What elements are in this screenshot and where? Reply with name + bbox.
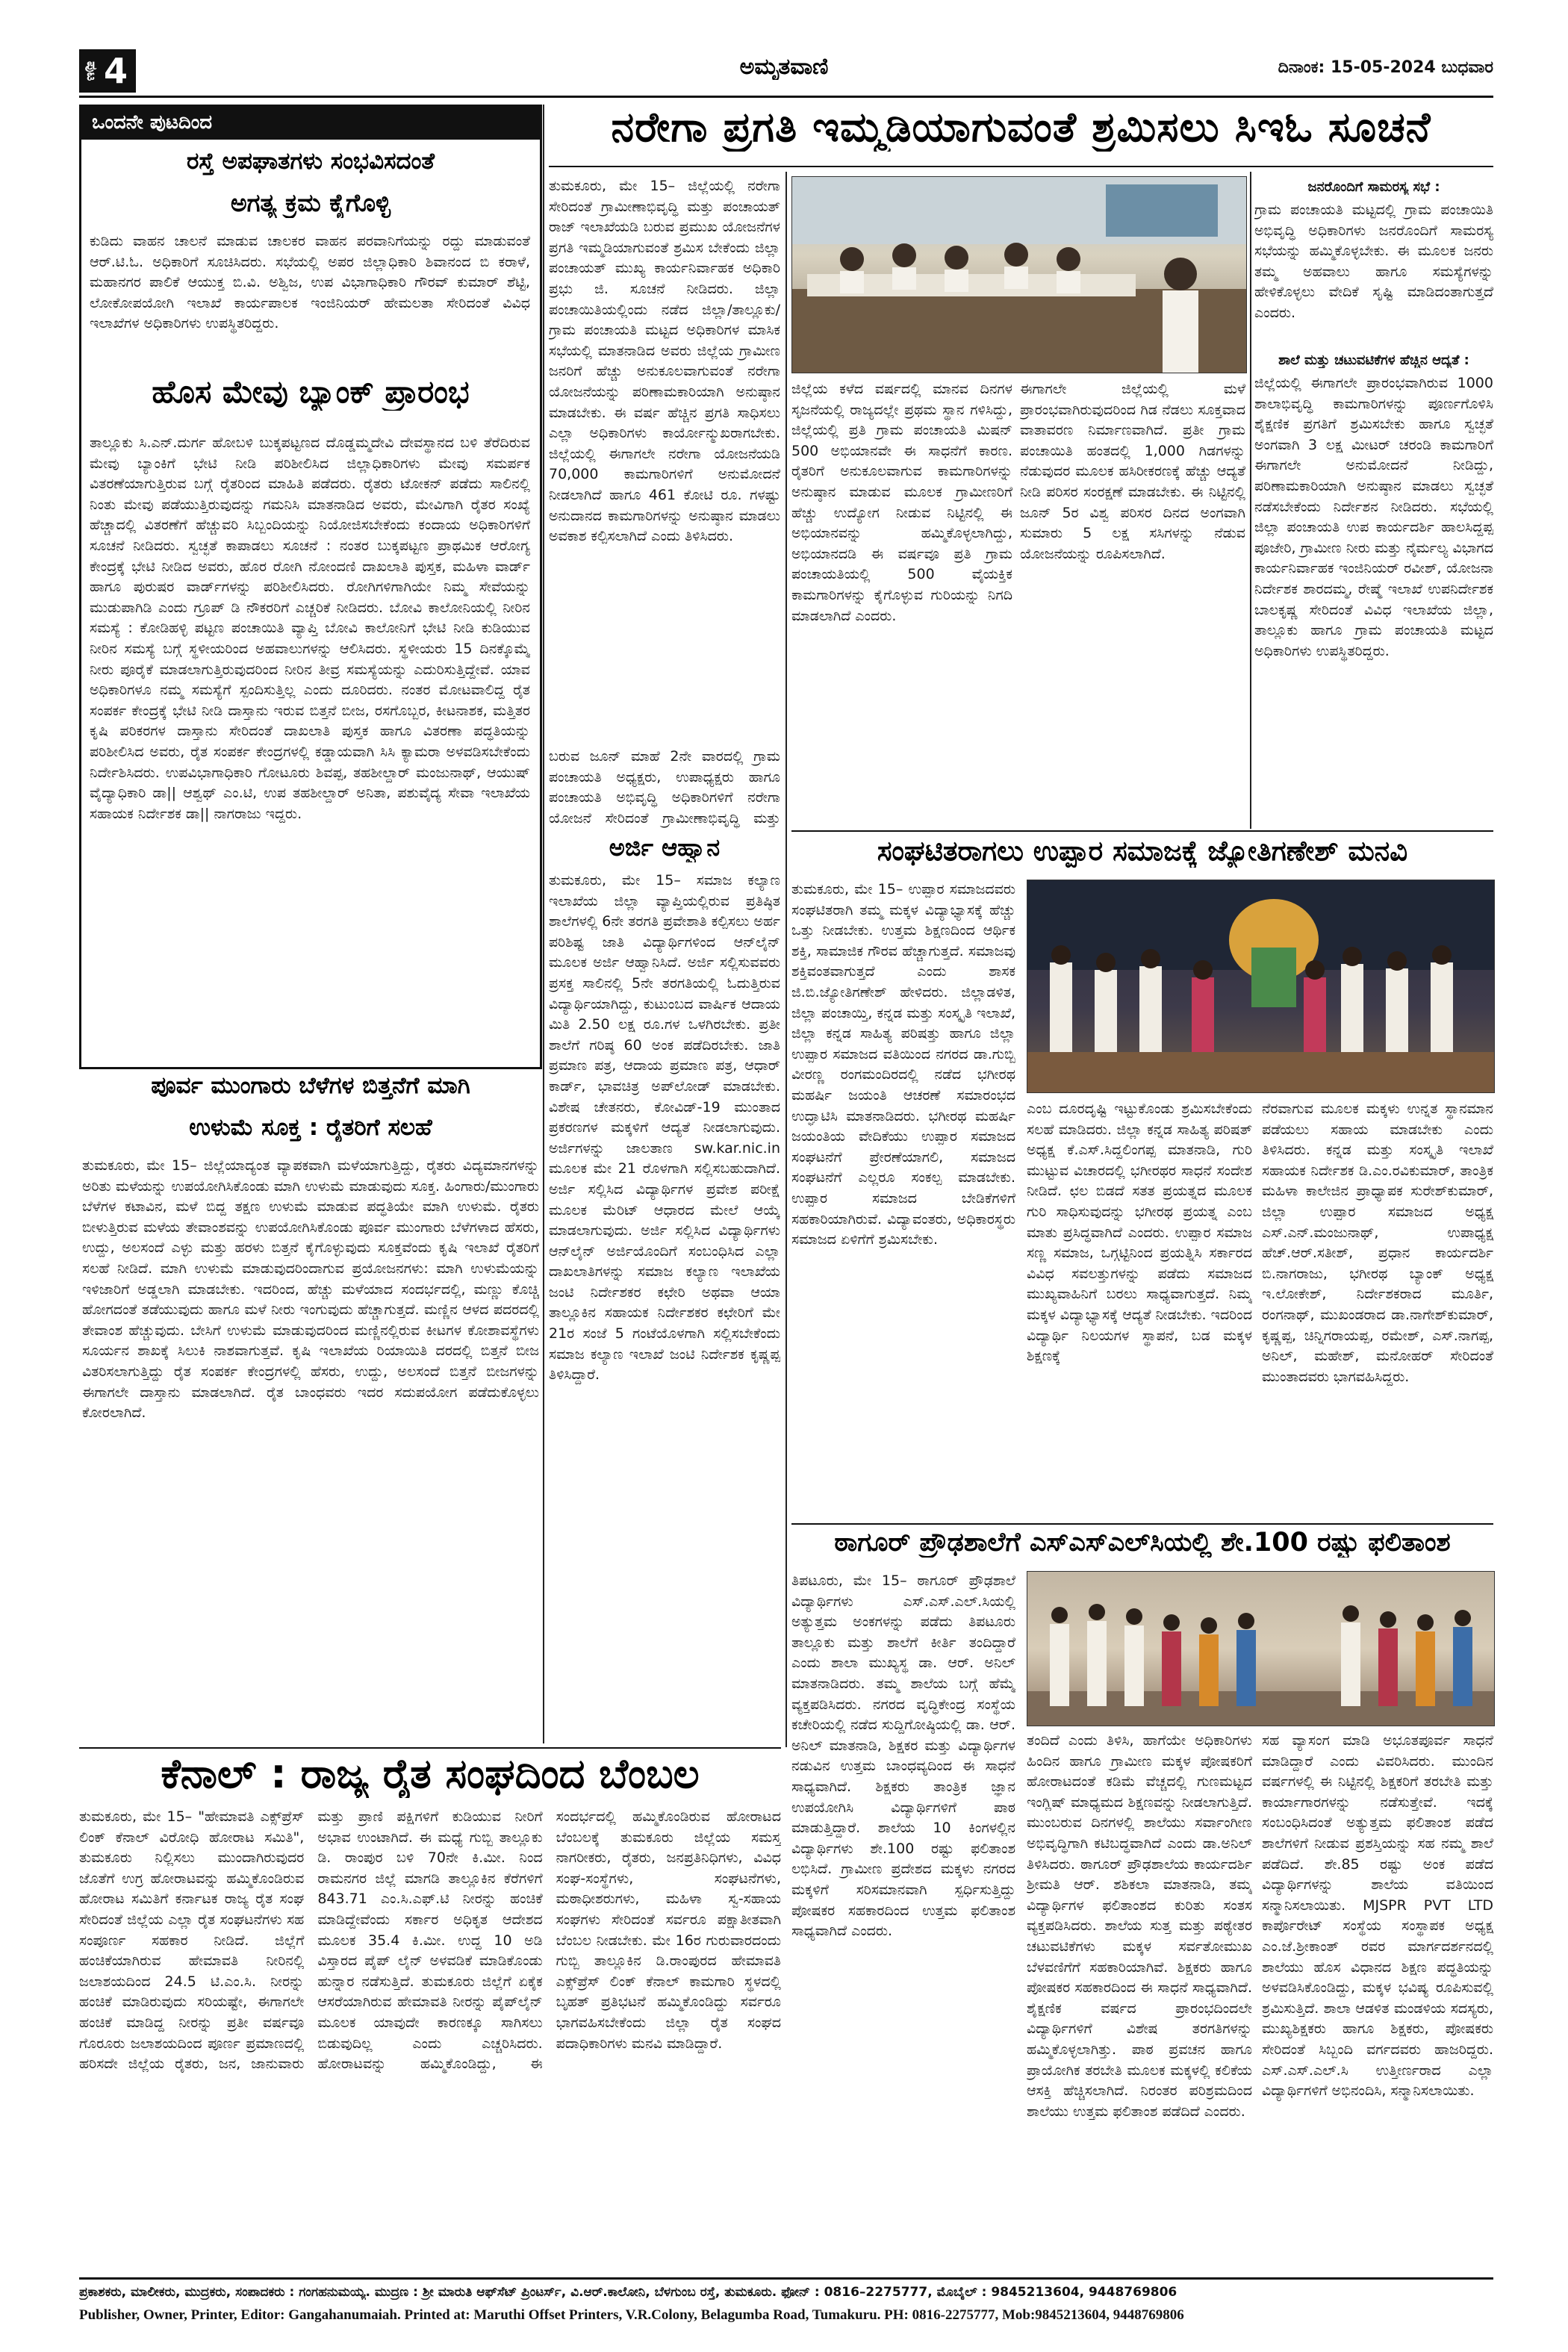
monsoon-headline-2: ಉಳುಮೆ ಸೂಕ್ತ : ರೈತರಿಗೆ ಸಲಹೆ (189, 1114, 432, 1141)
school-col3: ಸಹ ವ್ಯಾಸಂಗ ಮಾಡಿ ಅಭೂತಪೂರ್ವ ಸಾಧನೆ ಮಾಡಿದ್ದಾರೆ ಎಂದು ವಿವರಿಸಿದರು. ಮುಂದಿನ ವರ್ಷಗಳಲ್ಲಿ ಈ ನಿಟ್ಟಿನಲ್ಲಿ ಶಿಕ್ಷಕರಿಗೆ ತರಬೇತಿ ಮತ್ತು ಕಾರ್ಯಾಗಾರಗಳನ್ನು ನಡೆಸುತ್ತೇವೆ. ಇದಕ್ಕೆ ಸಂಬಂಧಿಸಿದಂತೆ ಅತ್ಯುತ್ತಮ ಫಲಿತಾಂಶ ಪಡೆದ ಶಾಲೆಗಳಿಗೆ ನೀಡುವ ಪ್ರಶಸ್ತಿಯನ್ನು ಸಹ ನಮ್ಮ ಶಾಲೆ ಪಡೆದಿದೆ. ಶೇ.85 ರಷ್ಟು ಅಂಕ ಪಡೆದ ವಿದ್ಯಾರ್ಥಿಗಳನ್ನು ಶಾಲೆಯ ವತಿಯಿಂದ ಸನ್ಮಾನಿಸಲಾಯಿತು. MJSPR PVT LTD ಕಾರ್ಪೊರೇಟ್ ಸಂಸ್ಥೆಯ ಸಂಸ್ಥಾಪಕ ಅಧ್ಯಕ್ಷ ಎಂ.ಜೆ.ಶ್ರೀಕಾಂತ್ ರವರ ಮಾರ್ಗದರ್ಶನದಲ್ಲಿ ಶಾಲೆಯು ಹೊಸ ವಿಧಾನದ ಶಿಕ್ಷಣ ಪದ್ಧತಿಯನ್ನು ಅಳವಡಿಸಿಕೊಂಡಿದ್ದು, ಮಕ್ಕಳ ಭವಿಷ್ಯ ರೂಪಿಸುವಲ್ಲಿ ಶ್ರಮಿಸುತ್ತಿದೆ. ಶಾಲಾ ಆಡಳಿತ ಮಂಡಳಿಯ ಸದಸ್ಯರು, ಮುಖ್ಯಶಿಕ್ಷಕರು ಹಾಗೂ ಶಿಕ್ಷಕರು, ಪೋಷಕರು ಸೇರಿದಂತೆ ಸಿಬ್ಬಂದಿ ವರ್ಗದವರು ಹಾಜರಿದ್ದರು. ಎಸ್.ಎಸ್.ಎಲ್.ಸಿ ಉತ್ತೀರ್ಣರಾದ ಎಲ್ಲಾ ವಿದ್ಯಾರ್ಥಿಗಳಿಗೆ ಅಭಿನಂದಿಸಿ, ಸನ್ಮಾನಿಸಲಾಯಿತು. (1262, 1732, 1493, 2100)
jyothi-col1: ತುಮಕೂರು, ಮೇ 15– ಉಪ್ಪಾರ ಸಮಾಜದವರು ಸಂಘಟಿತರಾಗಿ ತಮ್ಮ ಮಕ್ಕಳ ವಿದ್ಯಾಭ್ಯಾಸಕ್ಕೆ ಹೆಚ್ಚು ಒತ್ತು ನೀಡಬೇಕು. ಉತ್ತಮ ಶಿಕ್ಷಣದಿಂದ ಆರ್ಥಿಕ ಶಕ್ತಿ, ಸಾಮಾಜಿಕ ಗೌರವ ಹೆಚ್ಚಾಗುತ್ತದೆ. ಸಮಾಜವು ಶಕ್ತಿವಂತವಾಗುತ್ತದೆ ಎಂದು ಶಾಸಕ ಜಿ.ಬಿ.ಜ್ಯೋತಿಗಣೇಶ್ ಹೇಳಿದರು. ಜಿಲ್ಲಾಡಳಿತ, ಜಿಲ್ಲಾ ಪಂಚಾಯ್ತಿ, ಕನ್ನಡ ಮತ್ತು ಸಂಸ್ಕೃತಿ ಇಲಾಖೆ, ಜಿಲ್ಲಾ ಕನ್ನಡ ಸಾಹಿತ್ಯ ಪರಿಷತ್ತು ಹಾಗೂ ಜಿಲ್ಲಾ ಉಪ್ಪಾರ ಸಮಾಜದ ವತಿಯಿಂದ ನಗರದ ಡಾ.ಗುಬ್ಬಿ ವೀರಣ್ಣ ರಂಗಮಂದಿರದಲ್ಲಿ ನಡೆದ ಭಗೀರಥ ಮಹರ್ಷಿ ಜಯಂತಿ ಆಚರಣೆ ಸಮಾರಂಭದ ಉದ್ಘಾಟಿಸಿ ಮಾತನಾಡಿದರು. ಭಗೀರಥ ಮಹರ್ಷಿ ಜಯಂತಿಯ ವೇದಿಕೆಯು ಉಪ್ಪಾರ ಸಮಾಜದ ಸಂಘಟನೆಗೆ ಪ್ರೇರಣೆಯಾಗಲಿ, ಸಮಾಜದ ಸಂಘಟನೆಗೆ ಎಲ್ಲರೂ ಸಂಕಲ್ಪ ಮಾಡಬೇಕು. ಉಪ್ಪಾರ ಸಮಾಜದ ಬೇಡಿಕೆಗಳಿಗೆ ಸಹಕಾರಿಯಾಗಿರುವೆ. ವಿದ್ಯಾವಂತರು, ಅಧಿಕಾರಸ್ಥರು ಸಮಾಜದ ಏಳಿಗೆಗೆ ಶ್ರಮಿಸಬೇಕು. (791, 881, 1015, 1248)
road-safety-body: ಕುಡಿದು ವಾಹನ ಚಾಲನೆ ಮಾಡುವ ಚಾಲಕರ ವಾಹನ ಪರವಾನಿಗೆಯನ್ನು ರದ್ದು ಮಾಡುವಂತೆ ಆರ್.ಟಿ.ಓ. ಅಧಿಕಾರಿಗೆ ಸೂಚಿಸಿದರು. ಸಭೆಯಲ್ಲಿ ಅಪರ ಜಿಲ್ಲಾಧಿಕಾರಿ ಶಿವಾನಂದ ಬಿ ಕರಾಳೆ, ಮಹಾನಗರ ಪಾಲಿಕೆ ಆಯುಕ್ತ ಬಿ.ವಿ. ಅಶ್ವಿಜ, ಉಪ ವಿಭಾಗಾಧಿಕಾರಿ ಗೌರವ್ ಕುಮಾರ್ ಶೆಟ್ಟಿ, ಲೋಕೋಪಯೋಗಿ ಇಲಾಖೆ ಕಾರ್ಯಪಾಲಕ ಇಂಜಿನಿಯರ್ ಹೇಮಲತಾ ಸೇರಿದಂತೆ ವಿವಿಧ ಇಲಾಖೆಗಳ ಅಧಿಕಾರಿಗಳು ಉಪಸ್ಥಿತರಿದ್ದರು. (90, 233, 530, 332)
canal-top-rule (79, 1747, 781, 1749)
lead-meeting-photo (791, 176, 1247, 373)
jyothi-event-photo (1027, 880, 1495, 1093)
continued-banner-text: ಒಂದನೇ ಪುಟದಿಂದ (92, 111, 213, 134)
page-number: 4 (104, 51, 128, 91)
road-safety-headline-2: ಅಗತ್ಯ ಕ್ರಮ ಕೈಗೊಳ್ಳಿ (230, 188, 391, 217)
col-rule-lead1 (785, 172, 787, 1747)
lead-col3b: ಜಿಲ್ಲೆಯಲ್ಲಿ ಈಗಾಗಲೇ ಪ್ರಾರಂಭವಾಗಿರುವ 1000 ಶಾಲಾಭಿವೃದ್ಧಿ ಕಾಮಗಾರಿಗಳನ್ನು ಪೂರ್ಣಗೊಳಿಸಿ ಶೈಕ್ಷಣಿಕ ಪ್ರಗತಿಗೆ ಶ್ರಮಿಸಬೇಕು ಹಾಗೂ ಸ್ವಚ್ಛತೆ ಅಂಗವಾಗಿ 3 ಲಕ್ಷ ಮೀಟರ್ ಚರಂಡಿ ಕಾಮಗಾರಿಗೆ ಈಗಾಗಲೇ ಅನುಮೋದನೆ ನೀಡಿದ್ದು, ಪರಿಣಾಮಕಾರಿಯಾಗಿ ಅನುಷ್ಠಾನ ಮಾಡಲು ಸ್ವಚ್ಛತೆ ನಡೆಸಬೇಕೆಂದು ನಿರ್ದೇಶನ ನೀಡಿದರು. ಸಭೆಯಲ್ಲಿ ಜಿಲ್ಲಾ ಪಂಚಾಯತಿ ಉಪ ಕಾರ್ಯದರ್ಶಿ ಹಾಲಸಿದ್ದಪ್ಪ ಪೂಜೇರಿ, ಗ್ರಾಮೀಣ ನೀರು ಮತ್ತು ನೈರ್ಮಲ್ಯ ವಿಭಾಗದ ಕಾರ್ಯನಿರ್ವಾಹಕ ಇಂಜಿನಿಯರ್ ರವೀಶ್, ಯೋಜನಾ ನಿರ್ದೇಶಕ ಶಾರದಮ್ಮ, ರೇಷ್ಮೆ ಇಲಾಖೆ ಉಪನಿರ್ದೇಶಕ ಬಾಲಕೃಷ್ಣ ಸೇರಿದಂತೆ ವಿವಿಧ ಇಲಾಖೆಯ ಜಿಲ್ಲಾ, ತಾಲ್ಲೂಕು ಹಾಗೂ ಗ್ರಾಮ ಪಂಚಾಯತಿ ಮಟ್ಟದ ಅಧಿಕಾರಿಗಳು ಉಪಸ್ಥಿತರಿದ್ದರು. (1254, 375, 1493, 659)
lead-col1: ತುಮಕೂರು, ಮೇ 15– ಜಿಲ್ಲೆಯಲ್ಲಿ ನರೇಗಾ ಸೇರಿದಂತೆ ಗ್ರಾಮೀಣಾಭಿವೃದ್ಧಿ ಮತ್ತು ಪಂಚಾಯತ್ ರಾಜ್ ಇಲಾಖೆಯಡಿ ಬರುವ ಪ್ರಮುಖ ಯೋಜನೆಗಳ ಪ್ರಗತಿ ಇಮ್ಮಡಿಯಾಗುವಂತೆ ಶ್ರಮಿಸ ಬೇಕೆಂದು ಜಿಲ್ಲಾ ಪಂಚಾಯತ್ ಮುಖ್ಯ ಕಾರ್ಯನಿರ್ವಾಹಕ ಅಧಿಕಾರಿ ಪ್ರಭು ಜಿ. ಸೂಚನೆ ನೀಡಿದರು. ಜಿಲ್ಲಾ ಪಂಚಾಯಿತಿಯಲ್ಲಿಂದು ನಡೆದ ಜಿಲ್ಲಾ/ತಾಲ್ಲೂಕು/ಗ್ರಾಮ ಪಂಚಾಯತಿ ಮಟ್ಟದ ಅಧಿಕಾರಿಗಳ ಮಾಸಿಕ ಸಭೆಯಲ್ಲಿ ಮಾತನಾಡಿದ ಅವರು ಜಿಲ್ಲೆಯ ಗ್ರಾಮೀಣ ಜನರಿಗೆ ಹೆಚ್ಚು ಅನುಕೂಲವಾಗುವಂತೆ ನರೇಗಾ ಯೋಜನೆಯನ್ನು ಪರಿಣಾಮಕಾರಿಯಾಗಿ ಅನುಷ್ಠಾನ ಮಾಡಬೇಕು. ಈ ವರ್ಷ ಹೆಚ್ಚಿನ ಪ್ರಗತಿ ಸಾಧಿಸಲು ಎಲ್ಲಾ ಅಧಿಕಾರಿಗಳು ಕಾರ್ಯೋನ್ಮುಖರಾಗಬೇಕು. ಜಿಲ್ಲೆಯಲ್ಲಿ ಈಗಾಗಲೇ ನರೇಗಾ ಯೋಜನೆಯಡಿ 70,000 ಕಾಮಗಾರಿಗಳಿಗೆ ಅನುಮೋದನೆ ನೀಡಲಾಗಿದೆ ಹಾಗೂ 461 ಕೋಟಿ ರೂ. ಗಳಷ್ಟು ಅನುದಾನದ ಕಾಮಗಾರಿಗಳನ್ನು ಅನುಷ್ಠಾನ ಮಾಡಲು ಅವಕಾಶ ಕಲ್ಪಿಸಲಾಗಿದೆ ಎಂದು ತಿಳಿಸಿದರು. (549, 178, 780, 545)
canal-body: ತುಮಕೂರು, ಮೇ 15– "ಹೇಮಾವತಿ ಎಕ್ಸ್‌ಪ್ರೆಸ್ ಲಿಂಕ್ ಕೆನಾಲ್ ವಿರೋಧಿ ಹೋರಾಟ ಸಮಿತಿ", ತುಮಕೂರು ನಿಲ್ಲಿಸಲು ಮುಂದಾಗಿರುವುದರ ಜೊತೆಗೆ ಉಗ್ರ ಹೋರಾಟವನ್ನು ಹಮ್ಮಿಕೊಂಡಿರುವ ಹೋರಾಟ ಸಮಿತಿಗೆ ಕರ್ನಾಟಕ ರಾಜ್ಯ ರೈತ ಸಂಘ ಸೇರಿದಂತೆ ಜಿಲ್ಲೆಯ ಎಲ್ಲಾ ರೈತ ಸಂಘಟನೆಗಳು ಸಹ ಸಂಪೂರ್ಣ ಸಹಕಾರ ನೀಡಿದೆ. ಜಿಲ್ಲೆಗೆ ಹಂಚಿಕೆಯಾಗಿರುವ ಹೇಮಾವತಿ ನೀರಿನಲ್ಲಿ ಜಲಾಶಯದಿಂದ 24.5 ಟಿ.ಎಂ.ಸಿ. ನೀರನ್ನು ಹಂಚಿಕೆ ಮಾಡಿರುವುದು ಸರಿಯಷ್ಟೇ, ಈಗಾಗಲೇ ಹಂಚಿಕೆ ಮಾಡಿದ್ದ ನೀರನ್ನು ಪ್ರತೀ ವರ್ಷವೂ ಗೊರೂರು ಜಲಾಶಯದಿಂದ ಪೂರ್ಣ ಪ್ರಮಾಣದಲ್ಲಿ ಹರಿಸದೇ ಜಿಲ್ಲೆಯ ರೈತರು, ಜನ, ಜಾನುವಾರು ಮತ್ತು ಪ್ರಾಣಿ ಪಕ್ಷಿಗಳಿಗೆ ಕುಡಿಯುವ ನೀರಿಗೆ ಅಭಾವ ಉಂಟಾಗಿದೆ. ಈ ಮಧ್ಯೆ ಗುಬ್ಬಿ ತಾಲ್ಲೂಕು ಡಿ. ರಾಂಪುರ ಬಳಿ 70ನೇ ಕಿ.ಮೀ. ನಿಂದ ರಾಮನಗರ ಜಿಲ್ಲೆ ಮಾಗಡಿ ತಾಲ್ಲೂಕಿನ ಕೆರೆಗಳಿಗೆ 843.71 ಎಂ.ಸಿ.ಎಫ್.ಟಿ ನೀರನ್ನು ಹಂಚಿಕೆ ಮಾಡಿದ್ದೇವೆಂದು ಸರ್ಕಾರ ಅಧಿಕೃತ ಆದೇಶದ ಮೂಲಕ 35.4 ಕಿ.ಮೀ. ಉದ್ದ 10 ಅಡಿ ವಿಸ್ತಾರದ ಪೈಪ್ ಲೈನ್ ಅಳವಡಿಕೆ ಮಾಡಿಕೊಂಡು ಹುನ್ನಾರ ನಡೆಸುತ್ತಿದೆ. ತುಮಕೂರು ಜಿಲ್ಲೆಗೆ ಏಕೈಕ ಆಸರೆಯಾಗಿರುವ ಹೇಮಾವತಿ ನೀರನ್ನು ಪೈಪ್‌ಲೈನ್ ಮೂಲಕ ಯಾವುದೇ ಕಾರಣಕ್ಕೂ ಸಾಗಿಸಲು ಬಿಡುವುದಿಲ್ಲ ಎಂದು ಎಚ್ಚರಿಸಿದರು. ಹೋರಾಟವನ್ನು ಹಮ್ಮಿಕೊಂಡಿದ್ದು, ಈ ಸಂದರ್ಭದಲ್ಲಿ ಹಮ್ಮಿಕೊಂಡಿರುವ ಹೋರಾಟದ ಬೆಂಬಲಕ್ಕೆ ತುಮಕೂರು ಜಿಲ್ಲೆಯ ಸಮಸ್ತ ನಾಗರೀಕರು, ರೈತರು, ಜನಪ್ರತಿನಿಧಿಗಳು, ವಿವಿಧ ಸಂಘ-ಸಂಸ್ಥೆಗಳು, ಸಂಘಟನೆಗಳು, ಮಠಾಧೀಶರುಗಳು, ಮಹಿಳಾ ಸ್ವ-ಸಹಾಯ ಸಂಘಗಳು ಸೇರಿದಂತೆ ಸರ್ವರೂ ಪಕ್ಷಾತೀತವಾಗಿ ಬೆಂಬಲ ನೀಡಬೇಕು. ಮೇ 16ರ ಗುರುವಾರದಂದು ಗುಬ್ಬಿ ತಾಲ್ಲೂಕಿನ ಡಿ.ರಾಂಪುರದ ಹೇಮಾವತಿ ಎಕ್ಸ್‌ಪ್ರೆಸ್ ಲಿಂಕ್ ಕೆನಾಲ್ ಕಾಮಗಾರಿ ಸ್ಥಳದಲ್ಲಿ ಬೃಹತ್ ಪ್ರತಿಭಟನೆ ಹಮ್ಮಿಕೊಂಡಿದ್ದು ಸರ್ವರೂ ಭಾಗವಹಿಸಬೇಕೆಂದು ಜಿಲ್ಲಾ ರೈತ ಸಂಘದ ಪದಾಧಿಕಾರಿಗಳು ಮನವಿ ಮಾಡಿದ್ದಾರೆ. (79, 1808, 781, 2073)
canal-headline: ಕೆನಾಲ್ : ರಾಜ್ಯ ರೈತ ಸಂಘದಿಂದ ಬೆಂಬಲ (161, 1750, 700, 1797)
school-top-rule (791, 1523, 1493, 1525)
monsoon-body: ತುಮಕೂರು, ಮೇ 15– ಜಿಲ್ಲೆಯಾದ್ಯಂತ ವ್ಯಾಪಕವಾಗಿ ಮಳೆಯಾಗುತ್ತಿದ್ದು, ರೈತರು ವಿದ್ಯಮಾನಗಳನ್ನು ಅರಿತು ಮಳೆಯನ್ನು ಉಪಯೋಗಿಸಿಕೊಂಡು ಮಾಗಿ ಉಳುಮೆ ಮಾಡುವುದು ಸೂಕ್ತ. ಹಿಂಗಾರು/ಮುಂಗಾರು ಬೆಳೆಗಳ ಕಟಾವಿನ, ಮಳೆ ಬಿದ್ದ ತಕ್ಷಣ ಉಳುಮೆ ಮಾಡುವ ಪದ್ಧತಿಯೇ ಮಾಗಿ ಉಳುಮೆ. ರೈತರು ಬೀಳುತ್ತಿರುವ ಮಳೆಯ ತೇವಾಂಶವನ್ನು ಉಪಯೋಗಿಸಿಕೊಂಡು ಪೂರ್ವ ಮುಂಗಾರು ಬೆಳೆಗಳಾದ ಹೆಸರು, ಉದ್ದು, ಅಲಸಂದೆ ಎಳ್ಳು ಮತ್ತು ಹರಳು ಬಿತ್ತನೆ ಕೈಗೊಳ್ಳುವುದು ಸೂಕ್ತವೆಂದು ಕೃಷಿ ಇಲಾಖೆ ರೈತರಿಗೆ ಸಲಹೆ ನೀಡಿದೆ. ಮಾಗಿ ಉಳುಮೆ ಮಾಡುವುದರಿಂದಾಗುವ ಪ್ರಯೋಜನಗಳು: ಮಾಗಿ ಉಳುಮೆಯನ್ನು ಇಳಿಜಾರಿಗೆ ಅಡ್ಡಲಾಗಿ ಮಾಡಬೇಕು. ಇದರಿಂದ, ಹೆಚ್ಚು ಮಳೆಯಾದ ಸಂದರ್ಭದಲ್ಲಿ, ಮಣ್ಣು ಕೊಚ್ಚಿ ಹೋಗದಂತೆ ತಡೆಯುವುದು ಹಾಗೂ ಮಳೆ ನೀರು ಇಂಗುವುದು ಹೆಚ್ಚಾಗುತ್ತದೆ. ಮಣ್ಣಿನ ಆಳದ ಪದರದಲ್ಲಿ ತೇವಾಂಶ ಹೆಚ್ಚುವುದು. ಬೇಸಿಗೆ ಉಳುಮೆ ಮಾಡುವುದರಿಂದ ಮಣ್ಣಿನಲ್ಲಿರುವ ಕೀಟಗಳ ಕೋಶಾವಸ್ಥೆಗಳು ಸೂರ್ಯನ ಶಾಖಕ್ಕೆ ಸಿಲುಕಿ ನಾಶವಾಗುತ್ತವೆ. ಕೃಷಿ ಇಲಾಖೆಯ ರಿಯಾಯಿತಿ ದರದಲ್ಲಿ ಬಿತ್ತನೆ ಬೀಜ ವಿತರಿಸಲಾಗುತ್ತಿದ್ದು ರೈತ ಸಂಪರ್ಕ ಕೇಂದ್ರಗಳಲ್ಲಿ ಹೆಸರು, ಉದ್ದು, ಅಲಸಂದೆ ಬಿತ್ತನೆ ಬೀಜಗಳನ್ನು ಈಗಾಗಲೇ ದಾಸ್ತಾನು ಮಾಡಲಾಗಿದೆ. ರೈತ ಬಾಂಧವರು ಇದರ ಸದುಪಯೋಗ ಪಡೆದುಕೊಳ್ಳಲು ಕೋರಲಾಗಿದೆ. (82, 1157, 539, 1422)
school-col2: ತಂದಿದೆ ಎಂದು ತಿಳಿಸಿ, ಹಾಗೆಯೇ ಅಧಿಕಾರಿಗಳು ಹಿಂದಿನ ಹಾಗೂ ಗ್ರಾಮೀಣ ಮಕ್ಕಳ ಪೋಷಕರಿಗೆ ಹೋರಾಟದಂತೆ ಕಡಿಮೆ ವೆಚ್ಚದಲ್ಲಿ ಗುಣಮಟ್ಟದ ಇಂಗ್ಲಿಷ್ ಮಾಧ್ಯಮದ ಶಿಕ್ಷಣವನ್ನು ನೀಡಲಾಗುತ್ತಿದೆ. ಮುಂಬರುವ ದಿನಗಳಲ್ಲಿ ಶಾಲೆಯು ಸರ್ವಾಂಗೀಣ ಅಭಿವೃದ್ಧಿಗಾಗಿ ಕಟಿಬದ್ಧವಾಗಿದೆ ಎಂದು ಡಾ.ಅನಿಲ್ ತಿಳಿಸಿದರು. ಠಾಗೂರ್ ಪ್ರೌಢಶಾಲೆಯ ಕಾರ್ಯದರ್ಶಿ ಶ್ರೀಮತಿ ಆರ್. ಶಶಿಕಲಾ ಮಾತನಾಡಿ, ತಮ್ಮ ವಿದ್ಯಾರ್ಥಿಗಳ ಫಲಿತಾಂಶದ ಕುರಿತು ಸಂತಸ ವ್ಯಕ್ತಪಡಿಸಿದರು. ಶಾಲೆಯ ಸುತ್ತ ಮತ್ತು ಪಠ್ಯೇತರ ಚಟುವಟಿಕೆಗಳು ಮಕ್ಕಳ ಸರ್ವತೋಮುಖ ಬೆಳವಣಿಗೆಗೆ ಸಹಕಾರಿಯಾಗಿವೆ. ಶಿಕ್ಷಕರು ಹಾಗೂ ಪೋಷಕರ ಸಹಕಾರದಿಂದ ಈ ಸಾಧನೆ ಸಾಧ್ಯವಾಗಿದೆ. ಶೈಕ್ಷಣಿಕ ವರ್ಷದ ಪ್ರಾರಂಭದಿಂದಲೇ ವಿದ್ಯಾರ್ಥಿಗಳಿಗೆ ವಿಶೇಷ ತರಗತಿಗಳನ್ನು ಹಮ್ಮಿಕೊಳ್ಳಲಾಗಿತ್ತು. ಪಾಠ ಪ್ರವಚನ ಹಾಗೂ ಪ್ರಾಯೋಗಿಕ ತರಬೇತಿ ಮೂಲಕ ಮಕ್ಕಳಲ್ಲಿ ಕಲಿಕೆಯ ಆಸಕ್ತಿ ಹೆಚ್ಚಿಸಲಾಗಿದೆ. ನಿರಂತರ ಪರಿಶ್ರಮದಿಂದ ಶಾಲೆಯು ಉತ್ತಮ ಫಲಿತಾಂಶ ಪಡೆದಿದೆ ಎಂದರು. (1027, 1732, 1252, 2120)
footer-rule (79, 2277, 1493, 2280)
school-headline: ಠಾಗೂರ್ ಪ್ರೌಢಶಾಲೆಗೆ ಎಸ್‌ಎಸ್‌ಎಲ್‌ಸಿಯಲ್ಲಿ ಶೇ.100 ರಷ್ಟು ಫಲಿತಾಂಶ (834, 1528, 1451, 1558)
lead-sub-school: ಶಾಲೆ ಮತ್ತು ಚಟುವಟಿಕೆಗಳ ಹೆಚ್ಚಿನ ಆದ್ಯತೆ : (1278, 352, 1469, 368)
jyothi-col3: ನೆರವಾಗುವ ಮೂಲಕ ಮಕ್ಕಳು ಉನ್ನತ ಸ್ಥಾನಮಾನ ಪಡೆಯಲು ಸಹಾಯ ಮಾಡಬೇಕು ಎಂದು ತಿಳಿಸಿದರು. ಕನ್ನಡ ಮತ್ತು ಸಂಸ್ಕೃತಿ ಇಲಾಖೆ ಸಹಾಯಕ ನಿರ್ದೇಶಕ ಡಿ.ಎಂ.ರವಿಕುಮಾರ್, ತಾಂತ್ರಿಕ ಮಹಿಳಾ ಕಾಲೇಜಿನ ಪ್ರಾಧ್ಯಾಪಕ ಸುರೇಶ್‌ಕುಮಾರ್, ಜಿಲ್ಲಾ ಉಪ್ಪಾರ ಸಮಾಜದ ಅಧ್ಯಕ್ಷ ಎಸ್.ಎನ್.ಮಂಜುನಾಥ್, ಉಪಾಧ್ಯಕ್ಷ ಹೆಚ್.ಆರ್.ಸತೀಶ್, ಪ್ರಧಾನ ಕಾರ್ಯದರ್ಶಿ ಬಿ.ನಾಗರಾಜು, ಭಗೀರಥ ಬ್ಯಾಂಕ್ ಅಧ್ಯಕ್ಷ ಇ.ಲೋಕೇಶ್, ನಿರ್ದೇಶಕರಾದ ಮೂರ್ತಿ, ರಂಗನಾಥ್, ಮುಖಂಡರಾದ ಡಾ.ನಾಗೇಶ್‌ಕುಮಾರ್, ಕೃಷ್ಣಪ್ಪ, ಚಿನ್ನಿಗರಾಯಪ್ಪ, ರಮೇಶ್, ಎಸ್.ನಾಗಪ್ಪ, ಅನಿಲ್, ಮಹೇಶ್, ಮನೋಹರ್ ಸೇರಿದಂತೆ ಮುಂತಾದವರು ಭಾಗವಹಿಸಿದ್ದರು. (1262, 1101, 1493, 1385)
col-rule-left (543, 105, 544, 1743)
footer-imprint-kannada: ಪ್ರಕಾಶಕರು, ಮಾಲೀಕರು, ಮುದ್ರಕರು, ಸಂಪಾದಕರು : ಗಂಗಹನುಮಯ್ಯ. ಮುದ್ರಣ : ಶ್ರೀ ಮಾರುತಿ ಆಫ್‌ಸೆಟ್ ಪ್ರಿಂಟರ್ಸ್, ವಿ.ಆರ್.ಕಾಲೋನಿ, ಬೆಳಗುಂಬ ರಸ್ತೆ, ತುಮಕೂರು. ಫೋನ್ : 0816–2275777, ಮೊಬೈಲ್ : 9845213604, 9448769806 (79, 2285, 1177, 2300)
school-col1: ತಿಪಟೂರು, ಮೇ 15– ಠಾಗೂರ್ ಪ್ರೌಢಶಾಲೆ ವಿದ್ಯಾರ್ಥಿಗಳು ಎಸ್.ಎಸ್.ಎಲ್.ಸಿಯಲ್ಲಿ ಅತ್ಯುತ್ತಮ ಅಂಕಗಳನ್ನು ಪಡೆದು ತಿಪಟೂರು ತಾಲ್ಲೂಕು ಮತ್ತು ಶಾಲೆಗೆ ಕೀರ್ತಿ ತಂದಿದ್ದಾರೆ ಎಂದು ಶಾಲಾ ಮುಖ್ಯಸ್ಥ ಡಾ. ಆರ್. ಅನಿಲ್ ಮಾತನಾಡಿದರು. ತಮ್ಮ ಶಾಲೆಯ ಬಗ್ಗೆ ಹೆಮ್ಮೆ ವ್ಯಕ್ತಪಡಿಸಿದರು. ನಗರದ ವೃದ್ಧಿಕೇಂದ್ರ ಸಂಸ್ಥೆಯ ಕಚೇರಿಯಲ್ಲಿ ನಡೆದ ಸುದ್ದಿಗೋಷ್ಠಿಯಲ್ಲಿ ಡಾ. ಆರ್. ಅನಿಲ್ ಮಾತನಾಡಿ, ಶಿಕ್ಷಕರ ಮತ್ತು ವಿದ್ಯಾರ್ಥಿಗಳ ನಡುವಿನ ಉತ್ತಮ ಬಾಂಧವ್ಯದಿಂದ ಈ ಸಾಧನೆ ಸಾಧ್ಯವಾಗಿದೆ. ಶಿಕ್ಷಕರು ತಾಂತ್ರಿಕ ಜ್ಞಾನ ಉಪಯೋಗಿಸಿ ವಿದ್ಯಾರ್ಥಿಗಳಿಗೆ ಪಾಠ ಮಾಡುತ್ತಿದ್ದಾರೆ. ಶಾಲೆಯ 10 ಕಿಂಗಳಲ್ಲಿನ ವಿದ್ಯಾರ್ಥಿಗಳು ಶೇ.100 ರಷ್ಟು ಫಲಿತಾಂಶ ಲಭಿಸಿದೆ. ಗ್ರಾಮೀಣ ಪ್ರದೇಶದ ಮಕ್ಕಳು ನಗರದ ಮಕ್ಕಳಿಗೆ ಸರಿಸಮಾನವಾಗಿ ಸ್ಪರ್ಧಿಸುತ್ತಿದ್ದು ಪೋಷಕರ ಸಹಕಾರದಿಂದ ಉತ್ತಮ ಫಲಿತಾಂಶ ಸಾಧ್ಯವಾಗಿದೆ ಎಂದರು. (791, 1572, 1015, 1940)
lead-headline-rule (549, 166, 1493, 167)
footer-imprint-english: Publisher, Owner, Printer, Editor: Gangahanumaiah. Printed at: Maruthi Offset Printers, V.R.Colony, Belagumba Road, Tumakuru. PH: 0816-2275777, Mob:9845213604, 9448769806 (79, 2307, 1184, 2323)
jyothi-top-rule (791, 830, 1493, 832)
lead-col3: ಗ್ರಾಮ ಪಂಚಾಯತಿ ಮಟ್ಟದಲ್ಲಿ ಗ್ರಾಮ ಪಂಚಾಯಿತಿ ಅಭಿವೃದ್ಧಿ ಅಧಿಕಾರಿಗಳು ಜನರೊಂದಿಗೆ ಸಾಮರಸ್ಯ ಸಭೆಯನ್ನು ಹಮ್ಮಿಕೊಳ್ಳಬೇಕು. ಈ ಮೂಲಕ ಜನರು ತಮ್ಮ ಅಹವಾಲು ಹಾಗೂ ಸಮಸ್ಯೆಗಳನ್ನು ಹೇಳಿಕೊಳ್ಳಲು ವೇದಿಕೆ ಸೃಷ್ಟಿ ಮಾಡಿದಂತಾಗುತ್ತದೆ ಎಂದರು. (1254, 202, 1493, 321)
lead-col2 (1020, 379, 1245, 702)
lead-col1b-continued: ಬರುವ ಜೂನ್ ಮಾಹೆ 2ನೇ ವಾರದಲ್ಲಿ ಗ್ರಾಮ ಪಂಚಾಯತಿ ಅಧ್ಯಕ್ಷರು, ಉಪಾಧ್ಯಕ್ಷರು ಹಾಗೂ ಪಂಚಾಯತಿ ಅಭಿವೃದ್ಧಿ ಅಧಿಕಾರಿಗಳಿಗೆ ನರೇಗಾ ಯೋಜನೆ ಸೇರಿದಂತೆ ಗ್ರಾಮೀಣಾಭಿವೃದ್ಧಿ ಮತ್ತು (549, 748, 780, 827)
jyothi-col2: ಎಂಬ ದೂರದೃಷ್ಟಿ ಇಟ್ಟುಕೊಂಡು ಶ್ರಮಿಸಬೇಕೆಂದು ಸಲಹೆ ಮಾಡಿದರು. ಜಿಲ್ಲಾ ಕನ್ನಡ ಸಾಹಿತ್ಯ ಪರಿಷತ್ ಅಧ್ಯಕ್ಷ ಕೆ.ಎಸ್.ಸಿದ್ದಲಿಂಗಪ್ಪ ಮಾತನಾಡಿ, ಗುರಿ ಮುಟ್ಟುವ ವಿಚಾರದಲ್ಲಿ ಭಗೀರಥರ ಸಾಧನೆ ಸಂದೇಶ ನೀಡಿದೆ. ಛಲ ಬಿಡದೆ ಸತತ ಪ್ರಯತ್ನದ ಮೂಲಕ ಗುರಿ ಸಾಧಿಸುವುದನ್ನು ಭಗೀರಥ ಪ್ರಯತ್ನ ಎಂಬ ಮಾತು ಪ್ರಸಿದ್ಧವಾಗಿದೆ ಎಂದರು. ಉಪ್ಪಾರ ಸಮಾಜ ಸಣ್ಣ ಸಮಾಜ, ಒಗ್ಗಟ್ಟಿನಿಂದ ಪ್ರಯತ್ನಿಸಿ ಸರ್ಕಾರದ ವಿವಿಧ ಸವಲತ್ತುಗಳನ್ನು ಪಡೆದು ಸಮಾಜದ ಮುಖ್ಯವಾಹಿನಿಗೆ ಬರಲು ಸಾಧ್ಯವಾಗುತ್ತದೆ. ನಿಮ್ಮ ಮಕ್ಕಳ ವಿದ್ಯಾಭ್ಯಾಸಕ್ಕೆ ಆದ್ಯತೆ ನೀಡಬೇಕು. ಇದರಿಂದ ವಿದ್ಯಾರ್ಥಿ ನಿಲಯಗಳ ಸ್ಥಾಪನೆ, ಬಡ ಮಕ್ಕಳ ಶಿಕ್ಷಣಕ್ಕೆ (1027, 1101, 1252, 1365)
applications-body: ತುಮಕೂರು, ಮೇ 15– ಸಮಾಜ ಕಲ್ಯಾಣ ಇಲಾಖೆಯ ಜಿಲ್ಲಾ ವ್ಯಾಪ್ತಿಯಲ್ಲಿರುವ ಪ್ರತಿಷ್ಠಿತ ಶಾಲೆಗಳಲ್ಲಿ 6ನೇ ತರಗತಿ ಪ್ರವೇಶಾತಿ ಕಲ್ಪಿಸಲು ಅರ್ಹ ಪರಿಶಿಷ್ಟ ಜಾತಿ ವಿದ್ಯಾರ್ಥಿಗಳಿಂದ ಆನ್‌ಲೈನ್ ಮೂಲಕ ಅರ್ಜಿ ಆಹ್ವಾನಿಸಿದೆ. ಅರ್ಜಿ ಸಲ್ಲಿಸುವವರು ಪ್ರಸಕ್ತ ಸಾಲಿನಲ್ಲಿ 5ನೇ ತರಗತಿಯಲ್ಲಿ ಓದುತ್ತಿರುವ ವಿದ್ಯಾರ್ಥಿಯಾಗಿದ್ದು, ಕುಟುಂಬದ ವಾರ್ಷಿಕ ಆದಾಯ ಮಿತಿ 2.50 ಲಕ್ಷ ರೂ.ಗಳ ಒಳಗಿರಬೇಕು. ಪ್ರತೀ ಶಾಲೆಗೆ ಗರಿಷ್ಠ 60 ಅಂಕ ಪಡೆದಿರಬೇಕು. ಜಾತಿ ಪ್ರಮಾಣ ಪತ್ರ, ಆದಾಯ ಪ್ರಮಾಣ ಪತ್ರ, ಆಧಾರ್ ಕಾರ್ಡ್, ಭಾವಚಿತ್ರ ಅಪ್‌ಲೋಡ್ ಮಾಡಬೇಕು. ವಿಶೇಷ ಚೇತನರು, ಕೋವಿಡ್-19 ಮುಂತಾದ ಪ್ರಕರಣಗಳ ಮಕ್ಕಳಿಗೆ ಆದ್ಯತೆ ನೀಡಲಾಗುವುದು. ಅರ್ಜಿಗಳನ್ನು ಜಾಲತಾಣ sw.kar.nic.in ಮೂಲಕ ಮೇ 21 ರೊಳಗಾಗಿ ಸಲ್ಲಿಸಬಹುದಾಗಿದೆ. ಅರ್ಜಿ ಸಲ್ಲಿಸಿದ ವಿದ್ಯಾರ್ಥಿಗಳ ಪ್ರವೇಶ ಪರೀಕ್ಷೆ ಮೂಲಕ ಮೆರಿಟ್ ಆಧಾರದ ಮೇಲೆ ಆಯ್ಕೆ ಮಾಡಲಾಗುವುದು. ಅರ್ಜಿ ಸಲ್ಲಿಸಿದ ವಿದ್ಯಾರ್ಥಿಗಳು ಆನ್‌ಲೈನ್ ಅರ್ಜಿಯೊಂದಿಗೆ ಸಂಬಂಧಿಸಿದ ಎಲ್ಲಾ ದಾಖಲಾತಿಗಳನ್ನು ಸಮಾಜ ಕಲ್ಯಾಣ ಇಲಾಖೆಯ ಜಂಟಿ ನಿರ್ದೇಶಕರ ಕಛೇರಿ ಅಥವಾ ಆಯಾ ತಾಲ್ಲೂಕಿನ ಸಹಾಯಕ ನಿರ್ದೇಶಕರ ಕಛೇರಿಗೆ ಮೇ 21ರ ಸಂಜೆ 5 ಗಂಟೆಯೊಳಗಾಗಿ ಸಲ್ಲಿಸಬೇಕೆಂದು ಸಮಾಜ ಕಲ್ಯಾಣ ಇಲಾಖೆ ಜಂಟಿ ನಿರ್ದೇಶಕ ಕೃಷ್ಣಪ್ಪ ತಿಳಿಸಿದ್ದಾರೆ. (549, 872, 780, 1384)
lead-col1b (791, 379, 1012, 702)
page-label: ಪುಟ (84, 60, 99, 81)
lead-sub-harmony: ಜನರೊಂದಿಗೆ ಸಾಮರಸ್ಯ ಸಭೆ : (1307, 179, 1440, 195)
lead-headline: ನರೇಗಾ ಪ್ರಗತಿ ಇಮ್ಮಡಿಯಾಗುವಂತೆ ಶ್ರಮಿಸಲು ಸಿಇಓ ಸೂಚನೆ (611, 103, 1431, 151)
page-number-box (79, 49, 136, 93)
fodder-bank-body: ತಾಲ್ಲೂಕು ಸಿ.ಎನ್.ದುರ್ಗ ಹೋಬಳಿ ಬುಕ್ಕಪಟ್ಟಣದ ದೊಡ್ಡಮ್ಮದೇವಿ ದೇವಸ್ಥಾನದ ಬಳಿ ತೆರೆದಿರುವ ಮೇವು ಬ್ಯಾಂಕಿಗೆ ಭೇಟಿ ನೀಡಿ ಪರಿಶೀಲಿಸಿದ ಜಿಲ್ಲಾಧಿಕಾರಿಗಳು ಮೇವು ಸಮರ್ಪಕ ವಿತರಣೆಯಾಗುತ್ತಿರುವ ಬಗ್ಗೆ ರೈತರಿಂದ ಮಾಹಿತಿ ಪಡೆದರು. ರೈತರು ಟೋಕನ್ ಪಡೆದು ಸಾಲಿನಲ್ಲಿ ನಿಂತು ಮೇವು ಪಡೆಯುತ್ತಿರುವುದನ್ನು ಗಮನಿಸಿ ಮಾತನಾಡಿದ ಅವರು, ಮೇವಿಗಾಗಿ ರೈತರ ಸಂಖ್ಯೆ ಹೆಚ್ಚಾದಲ್ಲಿ ವಿತರಣೆಗೆ ಹೆಚ್ಚುವರಿ ಸಿಬ್ಬಂದಿಯನ್ನು ನಿಯೋಜಿಸಬೇಕೆಂದು ಕಂದಾಯ ಅಧಿಕಾರಿಗಳಿಗೆ ಸೂಚನೆ ನೀಡಿದರು. ಸ್ವಚ್ಛತೆ ಕಾಪಾಡಲು ಸೂಚನೆ : ನಂತರ ಬುಕ್ಕಪಟ್ಟಣ ಪ್ರಾಥಮಿಕ ಆರೋಗ್ಯ ಕೇಂದ್ರಕ್ಕೆ ಭೇಟಿ ನೀಡಿದ ಅವರು, ಹೊರ ರೋಗಿ ನೋಂದಣಿ ದಾಖಲಾತಿ ಪುಸ್ತಕ, ಮಹಿಳಾ ವಾರ್ಡ್ ಹಾಗೂ ಪುರುಷರ ವಾರ್ಡ್‌ಗಳನ್ನು ಪರಿಶೀಲಿಸಿದರು. ರೋಗಿಗಳಿಗಾಗಿಯೇ ನಿಮ್ಮ ಸೇವೆಯನ್ನು ಮುಡುಪಾಗಿಡಿ ಎಂದು ಗ್ರೂಪ್ ಡಿ ನೌಕರರಿಗೆ ಎಚ್ಚರಿಕೆ ನೀಡಿದರು. ಬೋವಿ ಕಾಲೋನಿಯಲ್ಲಿ ನೀರಿನ ಸಮಸ್ಯೆ : ಕೋಡಿಹಳ್ಳಿ ಪಟ್ಟಣ ಪಂಚಾಯಿತಿ ವ್ಯಾಪ್ತಿ ಬೋವಿ ಕಾಲೋನಿಗೆ ಭೇಟಿ ನೀಡಿ ಕುಡಿಯುವ ನೀರಿನ ಸಮಸ್ಯೆ ಬಗ್ಗೆ ಸ್ಥಳೀಯರಿಂದ ಅಹವಾಲುಗಳನ್ನು ಆಲಿಸಿದರು. ಸ್ಥಳೀಯರು 15 ದಿನಕ್ಕೊಮ್ಮೆ ನೀರು ಪೂರೈಕೆ ಮಾಡಲಾಗುತ್ತಿರುವುದರಿಂದ ನೀರಿನ ತೀವ್ರ ಸಮಸ್ಯೆಯನ್ನು ಎದುರಿಸುತ್ತಿದ್ದೇವೆ. ಯಾವ ಅಧಿಕಾರಿಗಳೂ ನಮ್ಮ ಸಮಸ್ಯೆಗೆ ಸ್ಪಂದಿಸುತ್ತಿಲ್ಲ ಎಂದು ದೂರಿದರು. ನಂತರ ಮೋಟವಾಲಿದ್ದ ರೈತ ಸಂಪರ್ಕ ಕೇಂದ್ರಕ್ಕೆ ಭೇಟಿ ನೀಡಿ ದಾಸ್ತಾನು ಇರುವ ಬಿತ್ತನೆ ಬೀಜ, ರಸಗೊಬ್ಬರ, ಕೀಟನಾಶಕ, ಮತ್ತಿತರ ಕೃಷಿ ಪರಿಕರಗಳ ದಾಸ್ತಾನು ಸೇರಿದಂತೆ ದಾಖಲಾತಿ ಪುಸ್ತಕ ಹಾಗೂ ವಿತರಣಾ ಪದ್ಧತಿಯನ್ನು ಪರಿಶೀಲಿಸಿದ ಅವರು, ರೈತ ಸಂಪರ್ಕ ಕೇಂದ್ರಗಳಲ್ಲಿ ಕಡ್ಡಾಯವಾಗಿ ಸಿಸಿ ಕ್ಯಾಮರಾ ಅಳವಡಿಸಬೇಕೆಂದು ನಿರ್ದೇಶಿಸಿದರು. ಉಪವಿಭಾಗಾಧಿಕಾರಿ ಗೋಟೂರು ಶಿವಪ್ಪ, ತಹಶೀಲ್ದಾರ್ ಮಂಜುನಾಥ್, ಆಯುಷ್ ವೈದ್ಯಾಧಿಕಾರಿ ಡಾ|| ಆಶ್ವಥ್ ಎಂ.ಟಿ, ಉಪ ತಹಶೀಲ್ದಾರ್ ಅನಿತಾ, ಪಶುವೈದ್ಯ ಸೇವಾ ಇಲಾಖೆಯ ಸಹಾಯಕ ನಿರ್ದೇಶಕ ಡಾ|| ನಾಗರಾಜು ಇದ್ದರು. (90, 435, 530, 822)
lead-col1b-text: ಜಿಲ್ಲೆಯ ಕಳೆದ ವರ್ಷದಲ್ಲಿ ಮಾನವ ದಿನಗಳ ಸೃಜನೆಯಲ್ಲಿ ರಾಜ್ಯದಲ್ಲೇ ಪ್ರಥಮ ಸ್ಥಾನ ಗಳಿಸಿದ್ದು, ಜಿಲ್ಲೆಯಲ್ಲಿ ಪ್ರತಿ ಗ್ರಾಮ ಪಂಚಾಯತಿ ಮಿಷನ್ 500 ಅಭಿಯಾನವೇ ಈ ಸಾಧನೆಗೆ ಕಾರಣ. ರೈತರಿಗೆ ಅನುಕೂಲವಾಗುವ ಕಾಮಗಾರಿಗಳನ್ನು ಅನುಷ್ಠಾನ ಮಾಡುವ ಮೂಲಕ ಗ್ರಾಮೀಣರಿಗೆ ಹೆಚ್ಚು ಉದ್ಯೋಗ ನೀಡುವ ನಿಟ್ಟಿನಲ್ಲಿ ಈ ಅಭಿಯಾನವನ್ನು ಹಮ್ಮಿಕೊಳ್ಳಲಾಗಿದ್ದು, ಅಭಿಯಾನದಡಿ ಈ ವರ್ಷವೂ ಪ್ರತಿ ಗ್ರಾಮ ಪಂಚಾಯತಿಯಲ್ಲಿ 500 ವೈಯಕ್ತಿಕ ಕಾಮಗಾರಿಗಳನ್ನು ಕೈಗೊಳ್ಳುವ ಗುರಿಯನ್ನು ನಿಗದಿ ಮಾಡಲಾಗಿದೆ ಎಂದರು. (791, 381, 1012, 624)
monsoon-headline-1: ಪೂರ್ವ ಮುಂಗಾರು ಬೆಳೆಗಳ ಬಿತ್ತನೆಗೆ ಮಾಗಿ (151, 1072, 470, 1099)
lead-col2-text: ಈಗಾಗಲೇ ಜಿಲ್ಲೆಯಲ್ಲಿ ಮಳೆ ಪ್ರಾರಂಭವಾಗಿರುವುದರಿಂದ ಗಿಡ ನೆಡಲು ಸೂಕ್ತವಾದ ವಾತಾವರಣ ನಿರ್ಮಾಣವಾಗಿದೆ. ಪ್ರತೀ ಗ್ರಾಮ ಪಂಚಾಯಿತಿ ಹಂತದಲ್ಲಿ 1,000 ಗಿಡಗಳನ್ನು ನೆಡುವುದರ ಮೂಲಕ ಹಸಿರೀಕರಣಕ್ಕೆ ಹೆಚ್ಚು ಆದ್ಯತೆ ನೀಡಿ ಪರಿಸರ ಸಂರಕ್ಷಣೆ ಮಾಡಬೇಕು. ಈ ನಿಟ್ಟಿನಲ್ಲಿ ಜೂನ್ 5ರ ವಿಶ್ವ ಪರಿಸರ ದಿನದ ಅಂಗವಾಗಿ ಸುಮಾರು 5 ಲಕ್ಷ ಸಸಿಗಳನ್ನು ನೆಡುವ ಯೋಜನೆಯನ್ನು ರೂಪಿಸಲಾಗಿದೆ. (1020, 381, 1245, 562)
school-students-photo (1027, 1571, 1495, 1726)
issue-date: ದಿನಾಂಕ: 15-05-2024 ಬುಧವಾರ (1278, 58, 1493, 77)
fodder-bank-headline: ಹೊಸ ಮೇವು ಬ್ಯಾಂಕ್ ಪ್ರಾರಂಭ (152, 373, 470, 410)
col-rule-lead3 (1250, 172, 1251, 829)
jyothi-headline: ಸಂಘಟಿತರಾಗಲು ಉಪ್ಪಾರ ಸಮಾಜಕ್ಕೆ ಜ್ಯೋತಿಗಣೇಶ್ ಮನವಿ (877, 835, 1408, 867)
continued-banner (81, 107, 540, 140)
road-safety-headline-1: ರಸ್ತೆ ಅಪಘಾತಗಳು ಸಂಭವಿಸದಂತೆ (187, 148, 435, 175)
header-rule (79, 96, 1493, 98)
paper-name: ಅಮೃತವಾಣಿ (739, 54, 829, 80)
applications-headline: ಅರ್ಜಿ ಆಹ್ವಾನ (609, 833, 721, 862)
